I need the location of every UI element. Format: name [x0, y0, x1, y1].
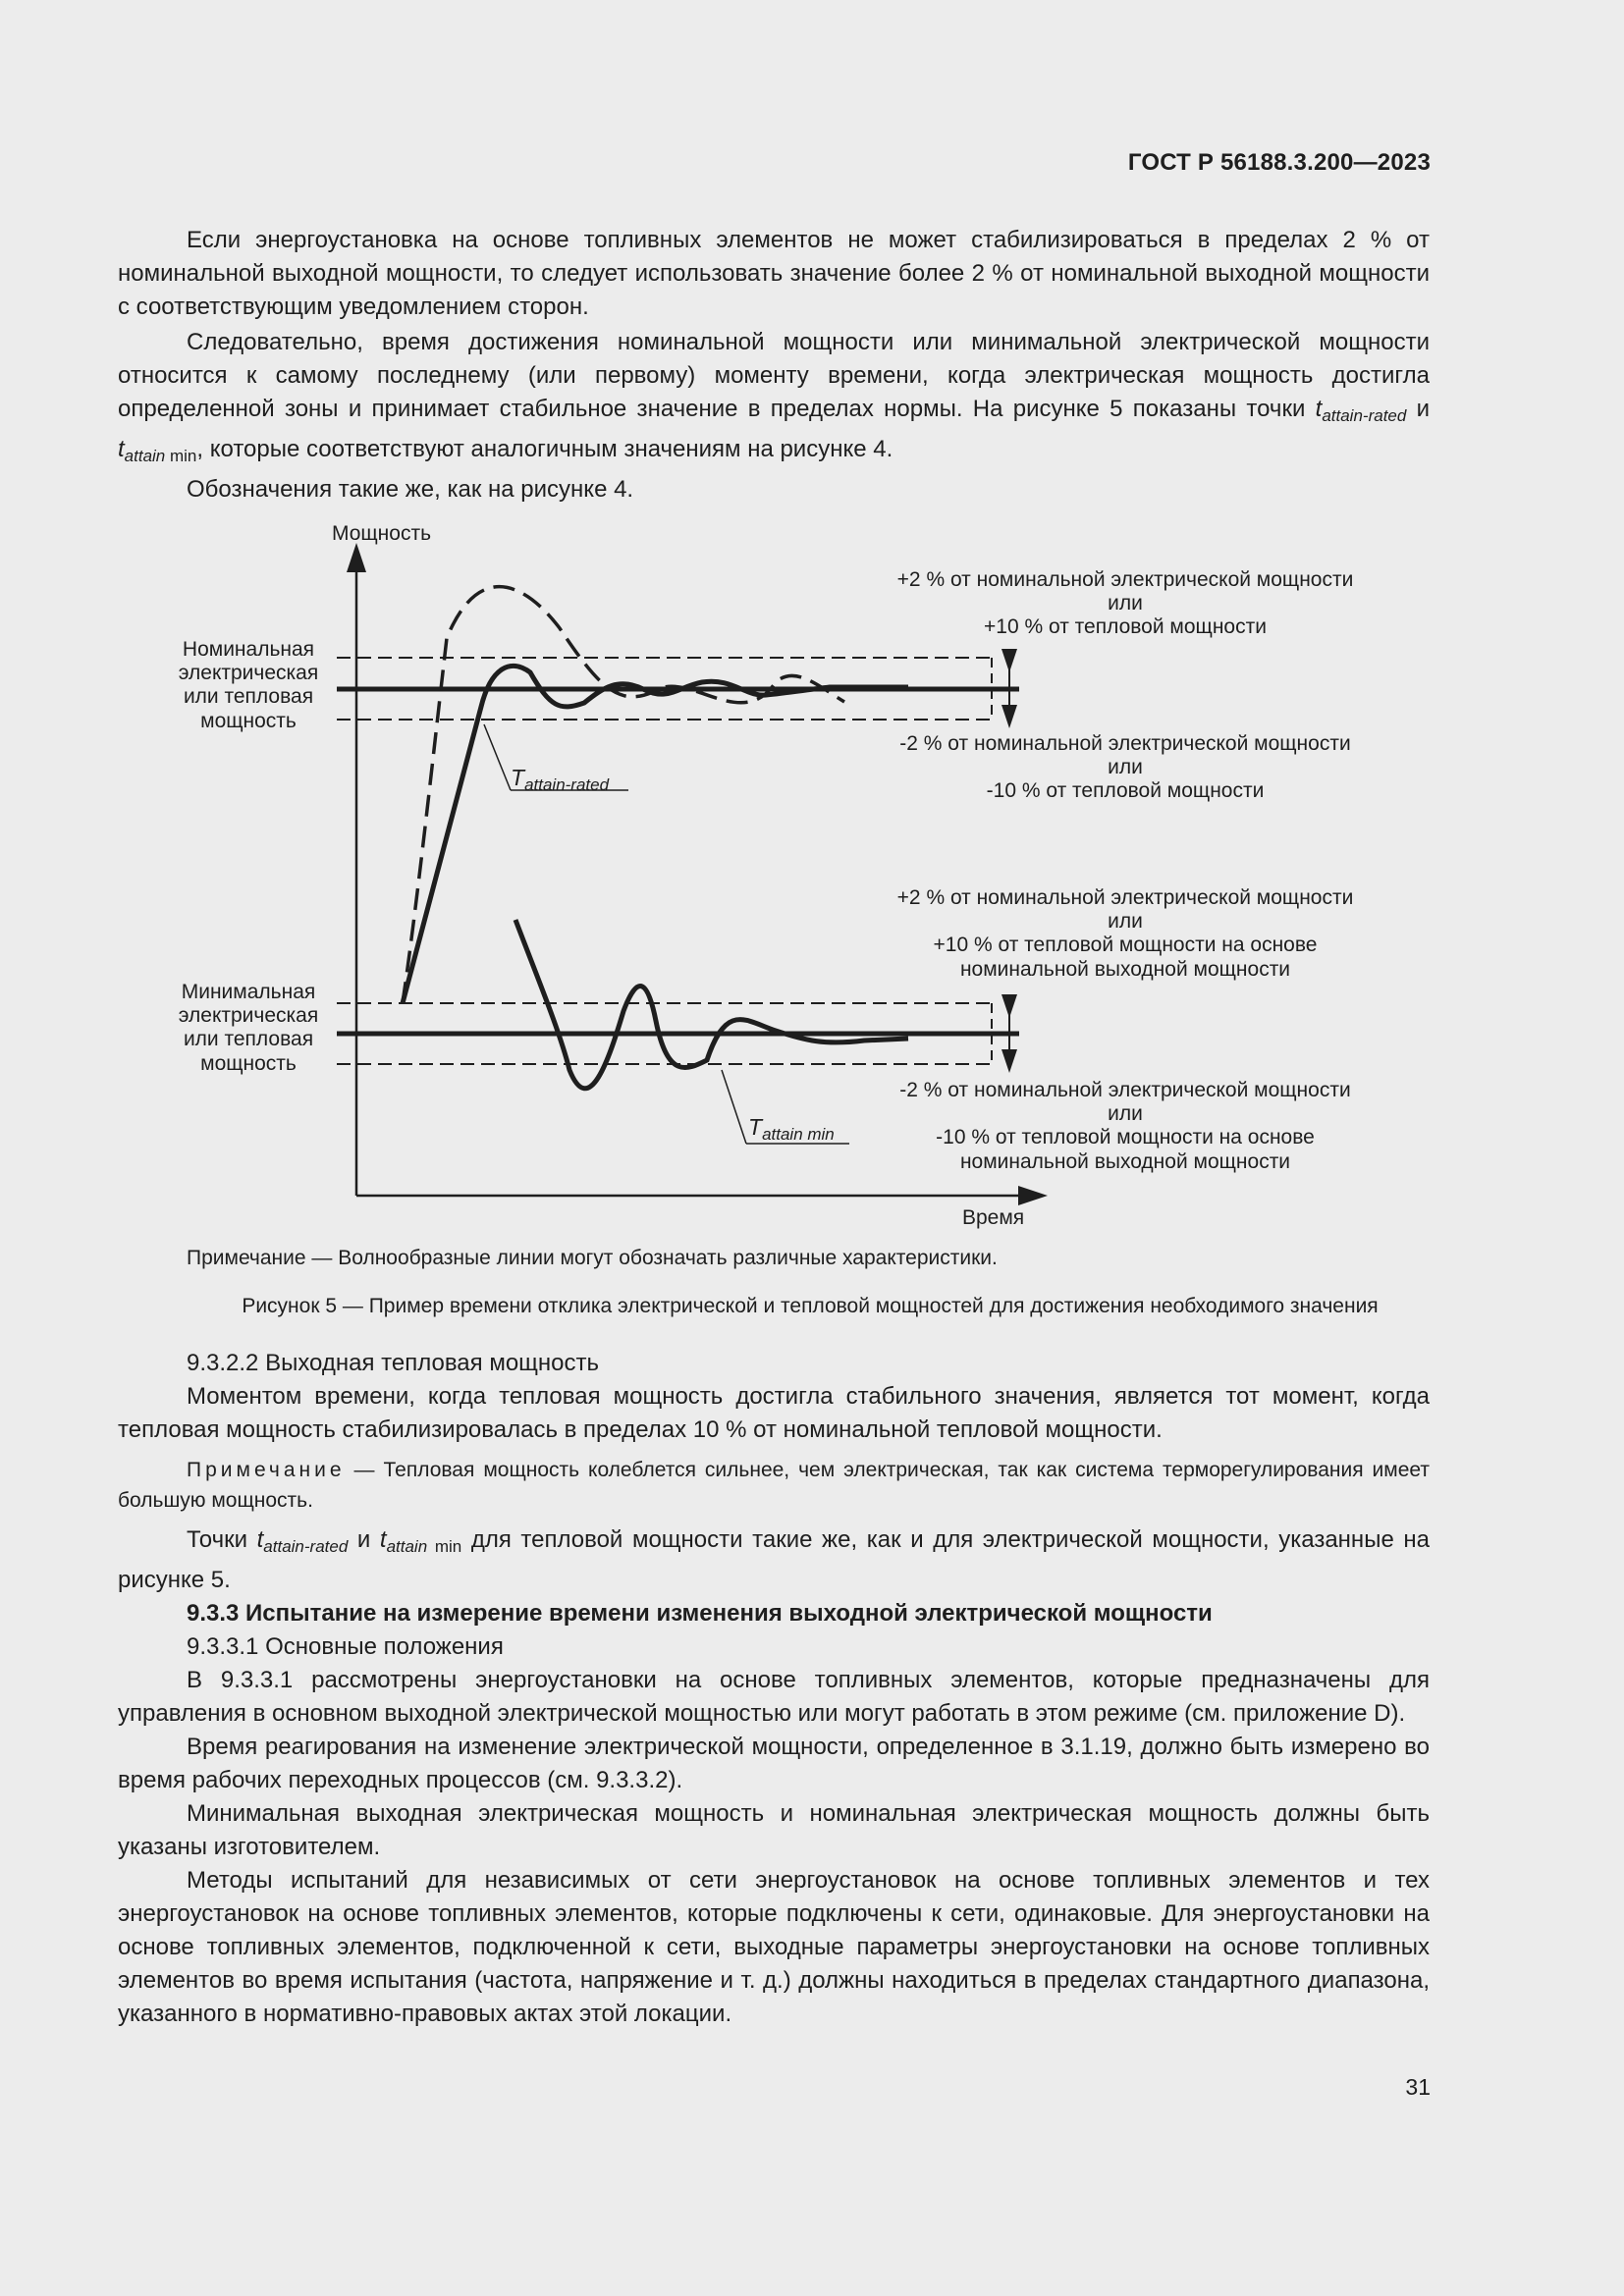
section-9-3-3-1-paragraph-3: Минимальная выходная электрическая мощность и номинальная электрическая мощность должны быть указаны изготовителем. — [118, 1800, 1430, 1860]
y-axis-label: Мощность — [332, 522, 432, 545]
x-axis-label: Время — [962, 1206, 1025, 1229]
svg-text:-10 % от тепловой мощности на: -10 % от тепловой мощности на основе — [936, 1126, 1315, 1148]
svg-text:-2 % от номинальной электричес: -2 % от номинальной электрической мощности — [899, 732, 1351, 755]
svg-text:+10 % от тепловой мощности на: +10 % от тепловой мощности на основе — [933, 934, 1318, 956]
svg-text:или: или — [1108, 756, 1143, 778]
page-number: 31 — [1405, 2074, 1431, 2100]
document-header: ГОСТ Р 56188.3.200—2023 — [1127, 149, 1431, 176]
upper-band-bottom-label — [899, 732, 1350, 802]
thermal-power-dashed-curve — [403, 587, 844, 1003]
svg-text:или: или — [1108, 592, 1143, 614]
intro-paragraph-2: Следовательно, время достижения номинальной мощности или минимальной электрической мощности относится к самому последнему (или первому) моменту времени, когда электрическая мощность достигла определенной зоны и принимает стабильное значение в пределах нормы. На рисунке 5 показаны точки $t_{attain-rated}$ и $t_{attain min}$, которые соответствуют аналогичным значениям на рисунке 4. — [118, 329, 1431, 465]
t-attain-min-label — [722, 1070, 849, 1144]
section-9-3-3-1-paragraph-4: Методы испытаний для независимых от сети энергоустановок на основе топливных элементов и тех энергоустановок на основе топливных элементов, которые подключены к сети, одинаковые. Для энергоустановки на основе топливных элементов, подключенной к сети, выходные параметры энергоустановки на основе топливных элементов во время испытания (частота, напряжение и т. д.) должны находиться в пределах стандартного диапазона, указанного в нормативно-правовых актах этой локации. — [118, 1867, 1430, 2027]
svg-text:мощность: мощность — [200, 710, 297, 732]
nominal-power-label — [179, 638, 318, 732]
section-9-3-2-2-paragraph: Моментом времени, когда тепловая мощность достигла стабильного значения, является тот момент, когда тепловая мощность стабилизировалась в пределах 10 % от номинальной тепловой мощности. — [118, 1383, 1430, 1443]
svg-text:электрическая: электрическая — [178, 1004, 319, 1027]
svg-text:Tattain min: $T_{attain min}$ — [748, 1114, 835, 1144]
svg-text:+2 % от номинальной электричес: +2 % от номинальной электрической мощности — [896, 568, 1354, 591]
svg-text:+10 % от тепловой мощности: +10 % от тепловой мощности — [984, 615, 1267, 638]
svg-text:электрическая: электрическая — [178, 662, 319, 684]
section-9-3-2-2-title: 9.3.2.2 Выходная тепловая мощность — [187, 1350, 600, 1376]
svg-text:номинальной выходной мощности: номинальной выходной мощности — [959, 958, 1291, 981]
svg-text:номинальной выходной мощности: номинальной выходной мощности — [959, 1150, 1291, 1173]
svg-text:-10 % от тепловой мощности: -10 % от тепловой мощности — [986, 779, 1265, 802]
electrical-power-rise-curve — [403, 666, 908, 1003]
section-9-3-3-1-paragraph-1: В 9.3.3.1 рассмотрены энергоустановки на основе топливных элементов, которые предназначены для управления в основном выходной электрической мощностью или могут работать в этом режиме (см. приложение D). — [118, 1667, 1430, 1727]
svg-text:Номинальная: Номинальная — [182, 638, 315, 661]
section-9-3-3-1-paragraph-2: Время реагирования на изменение электрической мощности, определенное в 3.1.19, должно быть измерено во время рабочих переходных процессов (см. 9.3.3.2). — [118, 1734, 1430, 1793]
svg-text:-2 % от номинальной электричес: -2 % от номинальной электрической мощности — [899, 1079, 1351, 1101]
svg-text:Tattain-rated: $T_{attain-rated}$ — [511, 765, 610, 794]
svg-text:или тепловая: или тепловая — [183, 685, 314, 708]
figure-5 — [0, 510, 1624, 1237]
section-9-3-3-title: 9.3.3 Испытание на измерение времени изменения выходной электрической мощности — [187, 1600, 1213, 1627]
svg-text:или: или — [1108, 910, 1143, 933]
svg-text:мощность: мощность — [200, 1052, 297, 1075]
upper-band-top-label — [897, 568, 1354, 638]
section-9-3-2-2-points: Точки $t_{attain-rated}$ и $t_{attain min}$ для тепловой мощности такие же, как и для электрической мощности, указанные на рисунке 5. — [118, 1526, 1430, 1593]
figure-caption: Рисунок 5 — Пример времени отклика электрической и тепловой мощностей для достижения необходимого значения — [242, 1295, 1379, 1317]
svg-text:или тепловая: или тепловая — [183, 1028, 314, 1050]
t-attain-rated-label — [484, 724, 628, 794]
lower-band-bottom-label — [899, 1079, 1350, 1173]
figure-note: Примечание — Волнообразные линии могут обозначать различные характеристики. — [187, 1247, 998, 1269]
section-9-3-2-2 — [118, 1347, 1430, 2031]
section-9-3-3-1-title: 9.3.3.1 Основные положения — [187, 1633, 504, 1660]
intro-text — [118, 224, 1430, 507]
svg-text:или: или — [1108, 1102, 1143, 1125]
minimal-power-label — [179, 981, 318, 1075]
lower-band-top-label — [897, 886, 1354, 981]
response-time-diagram — [0, 510, 1624, 1237]
svg-text:Минимальная: Минимальная — [181, 981, 316, 1003]
lower-tolerance-band — [337, 1003, 1019, 1064]
section-note: Примечание — Тепловая мощность колеблется сильнее, чем электрическая, так как система терморегулирования имеет большую мощность. — [118, 1459, 1430, 1512]
intro-paragraph-3: Обозначения такие же, как на рисунке 4. — [187, 476, 634, 503]
intro-paragraph-1: Если энергоустановка на основе топливных элементов не может стабилизироваться в пределах 2 % от номинальной выходной мощности, то следует использовать значение более 2 % от номинальной выходной мощности с соответствующим уведомлением сторон. — [118, 227, 1430, 320]
svg-text:+2 % от номинальной электричес: +2 % от номинальной электрической мощности — [896, 886, 1354, 909]
